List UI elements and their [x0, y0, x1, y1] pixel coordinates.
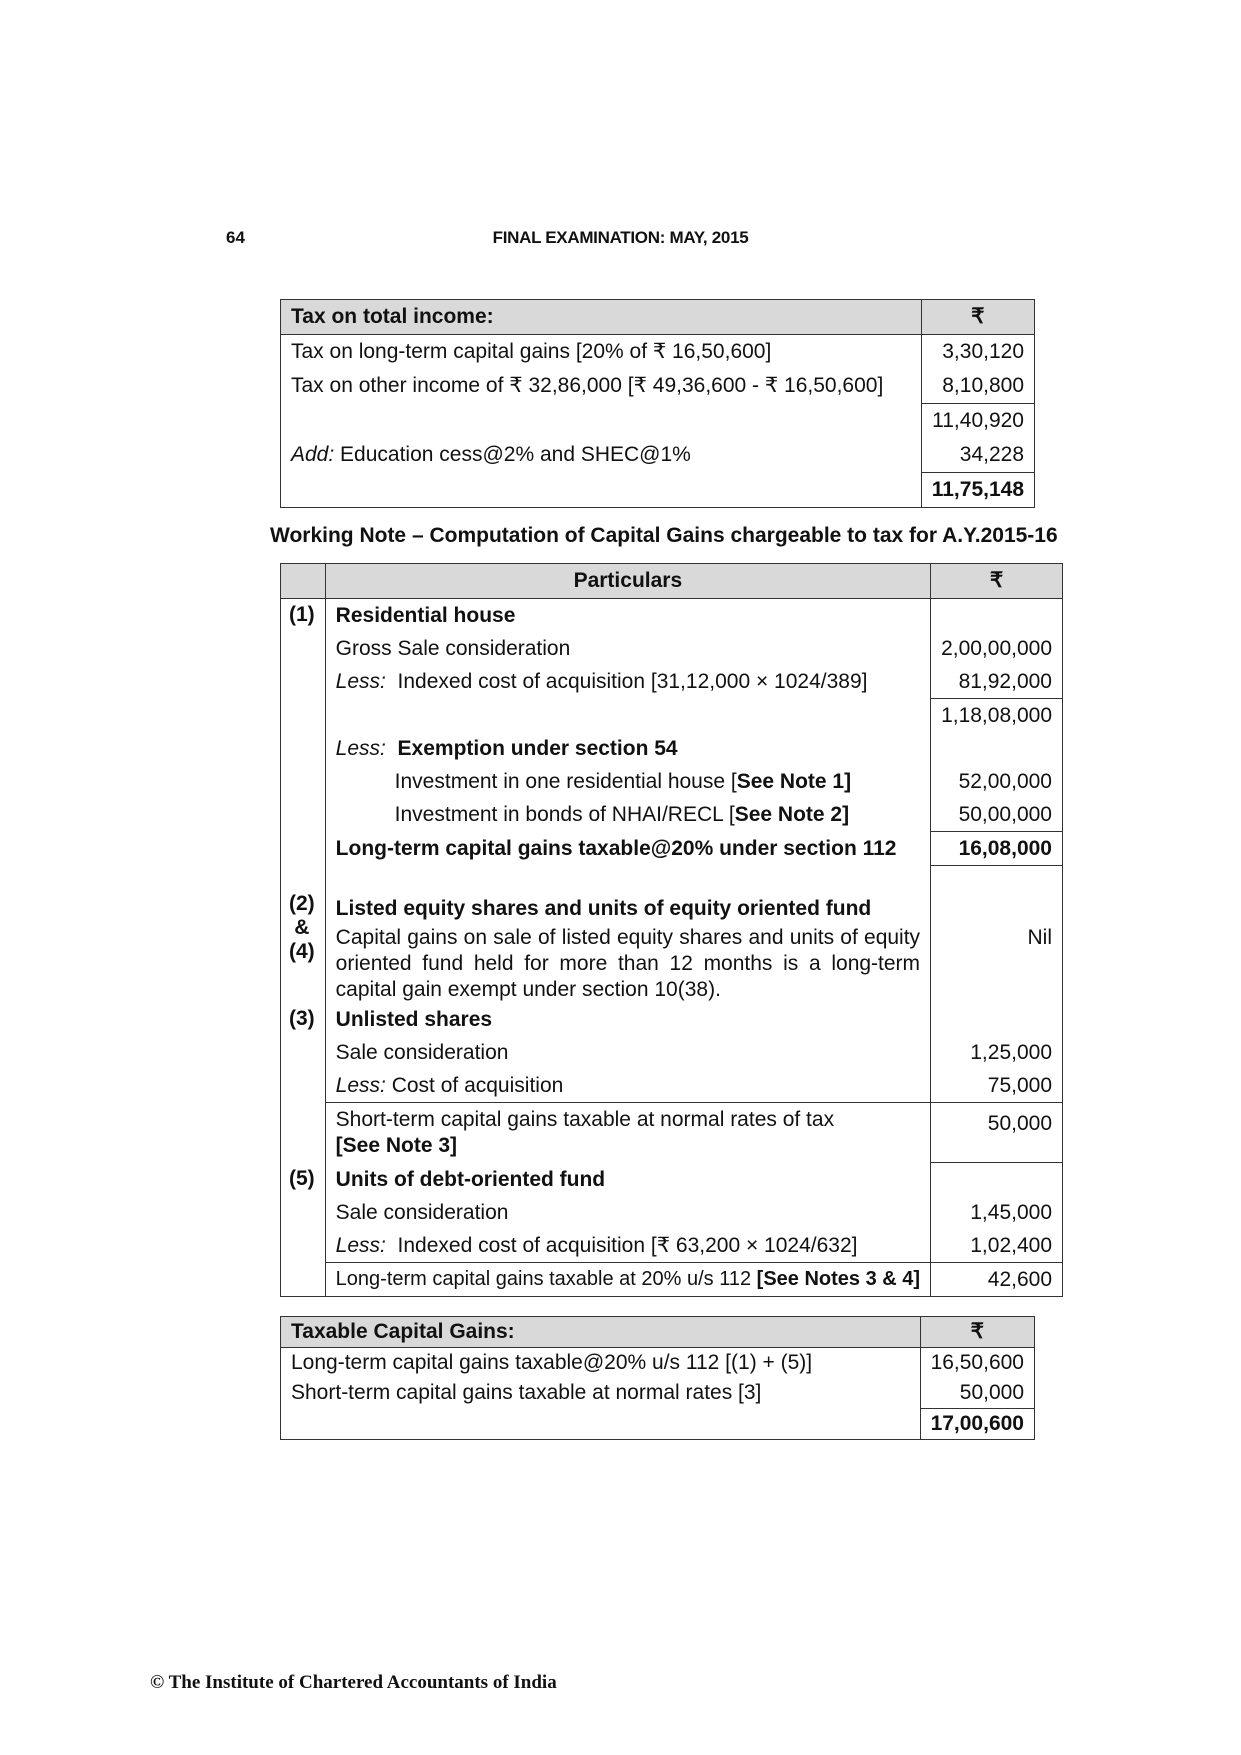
- row-amount: 1,25,000: [970, 1040, 1052, 1064]
- ltcg-debt-amount: 42,600: [931, 1262, 1063, 1296]
- table-row: [281, 665, 1063, 699]
- table-header-row: [281, 564, 1063, 599]
- currency-header: ₹: [921, 300, 1034, 335]
- row-label: [325, 1229, 930, 1263]
- row-amount: [931, 1003, 1063, 1036]
- subtotal-amount: 11,40,920: [921, 404, 1034, 439]
- note-reference: [See Note 3]: [335, 1133, 458, 1157]
- table-row: [281, 335, 1035, 370]
- section-heading: Units of debt-oriented fund: [325, 1163, 930, 1196]
- table-row: [281, 1348, 1035, 1379]
- table-row: [281, 599, 1063, 633]
- section-number-b: (4): [289, 939, 315, 963]
- section-number: (1): [281, 599, 326, 633]
- empty-cell: [325, 866, 930, 892]
- table-row: [281, 699, 1063, 733]
- ltcg-amount: 16,08,000: [931, 832, 1063, 866]
- row-label: [325, 1102, 930, 1163]
- row-amount: 1,02,400: [970, 1233, 1052, 1257]
- table-row: [281, 892, 1063, 925]
- section-number-a: (2): [289, 891, 315, 915]
- table-row: [281, 473, 1035, 508]
- row-label: Long-term capital gains taxable@20% u/s 112 [(1) + (5)]: [281, 1348, 921, 1379]
- row-label: Sale consideration: [325, 1196, 930, 1229]
- empty-cell: [281, 732, 326, 765]
- exemption-heading: Exemption under section 54: [397, 737, 678, 760]
- row-amount: 2,00,00,000: [941, 637, 1052, 660]
- table-row: [281, 765, 1063, 798]
- page-header-title: FINAL EXAMINATION: MAY, 2015: [492, 228, 749, 247]
- table-row: [281, 404, 1035, 439]
- empty-cell: [281, 765, 326, 798]
- currency-header: ₹: [920, 1317, 1034, 1348]
- row-amount: 34,228: [959, 443, 1024, 466]
- table-header-row: [281, 1317, 1035, 1348]
- subtotal-amount: 1,18,08,000: [931, 699, 1063, 733]
- row-label: Long-term capital gains taxable@20% under section 112: [325, 832, 930, 866]
- section-heading: Unlisted shares: [325, 1003, 930, 1036]
- row-label: [325, 699, 930, 733]
- empty-cell: [281, 1229, 326, 1263]
- row-amount: 81,92,000: [958, 670, 1052, 693]
- row-label: Capital gains on sale of listed equity shares and units of equity oriented fund held for more than 12 months is a long-term capital gain exempt under section 10(38).: [325, 925, 930, 1003]
- table-row: [281, 925, 1063, 1003]
- row-amount: Nil: [1027, 925, 1052, 949]
- section-heading: Listed equity shares and units of equity oriented fund: [325, 892, 930, 925]
- cost-label: Cost of acquisition: [385, 1073, 564, 1097]
- stcg-label: Short-term capital gains taxable at normal rates of tax: [335, 1107, 835, 1131]
- table-row: [281, 1196, 1063, 1229]
- row-amount: 16,50,600: [930, 1351, 1024, 1374]
- table-row: [281, 1102, 1063, 1163]
- table-row: [281, 438, 1035, 473]
- less-prefix: Less:: [335, 670, 386, 693]
- empty-cell: [281, 866, 326, 892]
- empty-cell: [281, 1196, 326, 1229]
- row-label: [325, 1262, 930, 1296]
- row-label: Short-term capital gains taxable at normal rates [3]: [281, 1378, 921, 1409]
- table-row: [281, 1036, 1063, 1069]
- empty-cell: [281, 665, 326, 699]
- total-amount: 17,00,600: [920, 1409, 1034, 1440]
- stcg-amount: 50,000: [931, 1102, 1063, 1163]
- investment-bonds-label: Investment in bonds of NHAI/RECL [: [394, 803, 735, 826]
- row-amount: [931, 1163, 1063, 1196]
- capital-gains-computation-table: [280, 563, 1063, 1297]
- empty-cell: [281, 699, 326, 733]
- row-label: [325, 798, 930, 832]
- empty-cell: [931, 866, 1063, 892]
- row-label: [281, 1409, 921, 1440]
- less-prefix: Less:: [335, 737, 386, 760]
- table-row: [281, 732, 1063, 765]
- row-label: [325, 665, 930, 699]
- section-heading: Residential house: [325, 599, 930, 633]
- row-amount: 8,10,800: [942, 374, 1024, 397]
- row-label: Tax on long-term capital gains [20% of ₹ 16,50,600]: [281, 335, 922, 370]
- row-amount: 50,00,000: [958, 803, 1052, 826]
- table-row: [281, 1229, 1063, 1263]
- copyright-footer: © The Institute of Chartered Accountants of India: [150, 1672, 557, 1693]
- taxable-capital-gains-table: [280, 1316, 1035, 1440]
- table-row: [281, 1163, 1063, 1196]
- empty-header-cell: [281, 564, 326, 599]
- row-label: [281, 404, 922, 439]
- row-amount: 52,00,000: [958, 770, 1052, 793]
- table-row: [281, 1069, 1063, 1103]
- particulars-header: Particulars: [325, 564, 930, 599]
- table-row: [281, 632, 1063, 665]
- table-heading: Tax on total income:: [281, 300, 922, 335]
- empty-cell: [281, 632, 326, 665]
- section-number: [281, 892, 326, 1003]
- empty-cell: [281, 1102, 326, 1163]
- row-label: Gross Sale consideration: [325, 632, 930, 665]
- row-amount: [931, 892, 1063, 925]
- total-amount: 11,75,148: [921, 473, 1034, 508]
- table-row: [281, 798, 1063, 832]
- empty-cell: [281, 832, 326, 866]
- investment-house-label: Investment in one residential house [: [394, 770, 737, 793]
- empty-cell: [281, 798, 326, 832]
- table-row: [281, 1262, 1063, 1296]
- indexed-cost-label: Indexed cost of acquisition [₹ 63,200 × 1024/632]: [385, 1233, 858, 1257]
- row-label: Sale consideration: [325, 1036, 930, 1069]
- table-row: [281, 832, 1063, 866]
- row-label: Tax on other income of ₹ 32,86,000 [₹ 49,36,600 - ₹ 16,50,600]: [281, 369, 922, 404]
- add-prefix: Add:: [291, 443, 335, 466]
- row-amount: [931, 732, 1063, 765]
- row-amount: 50,000: [959, 1381, 1024, 1404]
- empty-cell: [281, 1069, 326, 1103]
- section-number: (3): [281, 1003, 326, 1036]
- currency-header: ₹: [931, 564, 1063, 599]
- note-reference: See Note 2]: [734, 803, 850, 826]
- note-reference: See Note 1]: [736, 770, 852, 793]
- row-label: [325, 1069, 930, 1103]
- table-row: [281, 369, 1035, 404]
- row-amount: 1,45,000: [970, 1200, 1052, 1224]
- table-row: [281, 1003, 1063, 1036]
- row-label: [325, 732, 930, 765]
- ltcg-debt-label: Long-term capital gains taxable at 20% u/s 112: [335, 1267, 757, 1290]
- working-note-title: Working Note – Computation of Capital Gains chargeable to tax for A.Y.2015-16: [270, 524, 1058, 547]
- table-row: [281, 1409, 1035, 1440]
- row-amount: [931, 599, 1063, 633]
- section-number-amp: &: [294, 915, 310, 939]
- tax-on-total-income-table: [280, 299, 1035, 508]
- table-header-row: [281, 300, 1035, 335]
- less-prefix: Less:: [335, 1073, 386, 1097]
- row-label: [325, 765, 930, 798]
- less-prefix: Less:: [335, 1233, 386, 1257]
- page-number: 64: [226, 228, 245, 247]
- row-amount: 3,30,120: [942, 340, 1024, 363]
- row-label: [281, 438, 922, 473]
- table-heading: Taxable Capital Gains:: [281, 1317, 921, 1348]
- table-row: [281, 1378, 1035, 1409]
- empty-cell: [281, 1036, 326, 1069]
- spacer-row: [281, 866, 1063, 892]
- section-number: (5): [281, 1163, 326, 1196]
- row-label: [281, 473, 922, 508]
- empty-cell: [281, 1262, 326, 1296]
- cess-label: Education cess@2% and SHEC@1%: [334, 443, 691, 466]
- row-amount: 75,000: [987, 1073, 1052, 1097]
- note-reference: [See Notes 3 & 4]: [756, 1267, 921, 1290]
- indexed-cost-label: Indexed cost of acquisition [31,12,000 × 1024/389]: [385, 670, 868, 693]
